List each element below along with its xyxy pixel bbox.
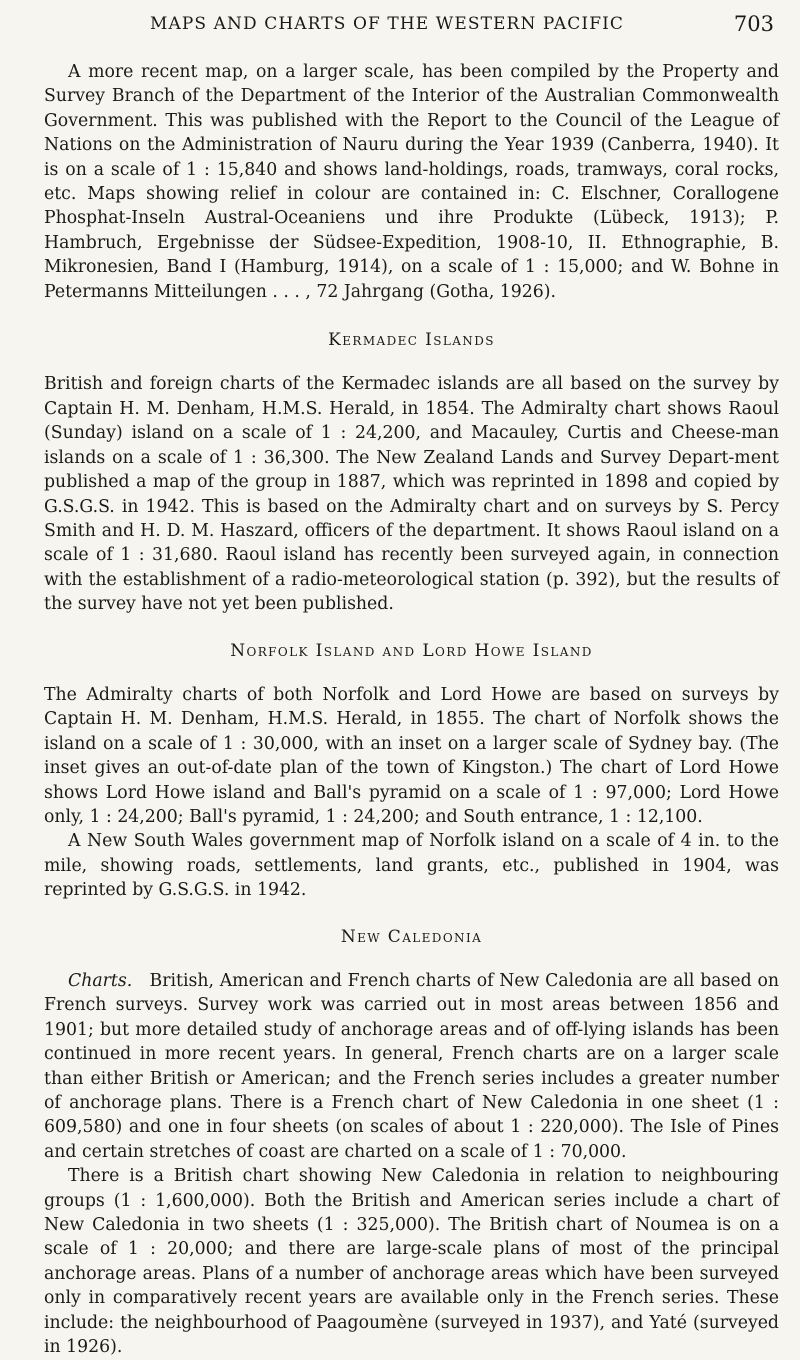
new-caledonia-paragraph-2: There is a British chart showing New Caledonia in relation to neighbouring groups (1 : 1,600,000). Both the British and American series include a chart of New Caledonia in two sheets (1 : 325,000). The British chart of Noumea is on a scale of 1 : 20,000; and there are large-scale plans of most of the principal anchorage areas. Plans of a number of anchorage areas which have been surveyed only in comparatively recent years are available only in the French series. These include: the neighbourhood of Paagoumène (surveyed in 1937), and Yaté (surveyed in 1926).: [44, 1166, 779, 1358]
new-caledonia-paragraph-1-text: British, American and French charts of New Caledonia are all based on French surveys. Survey work was carried out in most areas between 1856 and 1901; but more detailed study of anchorage areas and of off-lying islands has been continued in more recent years. In general, French charts are on a larger scale than either British or American; and the French series includes a greater number of anchorage plans. There is a French chart of New Caledonia in one sheet (1 : 609,580) and one in four sheets (on scales of about 1 : 220,000). The Isle of Pines and certain stretches of coast are charted on a scale of 1 : 70,000.: [44, 971, 779, 1162]
kermadec-heading: Kermadec Islands: [328, 330, 495, 351]
running-head: MAPS AND CHARTS OF THE WESTERN PACIFIC: [150, 14, 625, 34]
new-caledonia-heading: New Caledonia: [340, 926, 483, 947]
norfolk-paragraph-2: A New South Wales government map of Norfolk island on a scale of 4 in. to the mile, showing roads, settlements, land grants, etc., published in 1904, was reprinted by G.S.G.S. in 1942.: [44, 831, 779, 901]
body-text: [44, 60, 779, 1360]
kermadec-paragraph: British and foreign charts of the Kermadec islands are all based on the survey by Captain H. M. Denham, H.M.S. Herald, in 1854. The Admiralty chart shows Raoul (Sunday) island on a scale of 1 : 24,200, and Macauley, Curtis and Cheese-man islands on a scale of 1 : 36,300. The New Zealand Lands and Survey Depart-ment published a map of the group in 1887, which was reprinted in 1898 and copied by G.S.G.S. in 1942. This is based on the Admiralty chart and on surveys by S. Percy Smith and H. D. M. Haszard, officers of the department. It shows Raoul island on a scale of 1 : 31,680. Raoul island has recently been surveyed again, in connection with the establishment of a radio-meteorological station (p. 392), but the results of the survey have not yet been published.: [44, 374, 779, 615]
nauru-paragraph: A more recent map, on a larger scale, has been compiled by the Property and Survey Branch of the Department of the Interior of the Australian Commonwealth Government. This was published with the Report to the Council of the League of Nations on the Administration of Nauru during the Year 1939 (Canberra, 1940). It is on a scale of 1 : 15,840 and shows land-holdings, roads, tramways, coral rocks, etc. Maps showing relief in colour are contained in: C. Elschner, Corallogene Phosphat-Inseln Austral-Oceaniens und ihre Produkte (Lübeck, 1913); P. Hambruch, Ergebnisse der Südsee-Expedition, 1908-10, II. Ethnographie, B. Mikronesien, Band I (Hamburg, 1914), on a scale of 1 : 15,000; and W. Bohne in Petermanns Mitteilungen . . . , 72 Jahrgang (Gotha, 1926).: [44, 62, 779, 302]
norfolk-paragraph-1: The Admiralty charts of both Norfolk and Lord Howe are based on surveys by Captain H. M. Denham, H.M.S. Herald, in 1855. The chart of Norfolk shows the island on a scale of 1 : 30,000, with an inset on a larger scale of Sydney bay. (The inset gives an out-of-date plan of the town of Kingston.) The chart of Lord Howe shows Lord Howe island and Ball's pyramid on a scale of 1 : 97,000; Lord Howe only, 1 : 24,200; Ball's pyramid, 1 : 24,200; and South entrance, 1 : 12,100.: [44, 684, 779, 827]
new-caledonia-paragraph-1: [44, 969, 779, 1164]
norfolk-heading: Norfolk Island and Lord Howe Island: [230, 640, 593, 661]
charts-label: Charts.: [68, 971, 133, 991]
page-number: 703: [733, 12, 774, 36]
